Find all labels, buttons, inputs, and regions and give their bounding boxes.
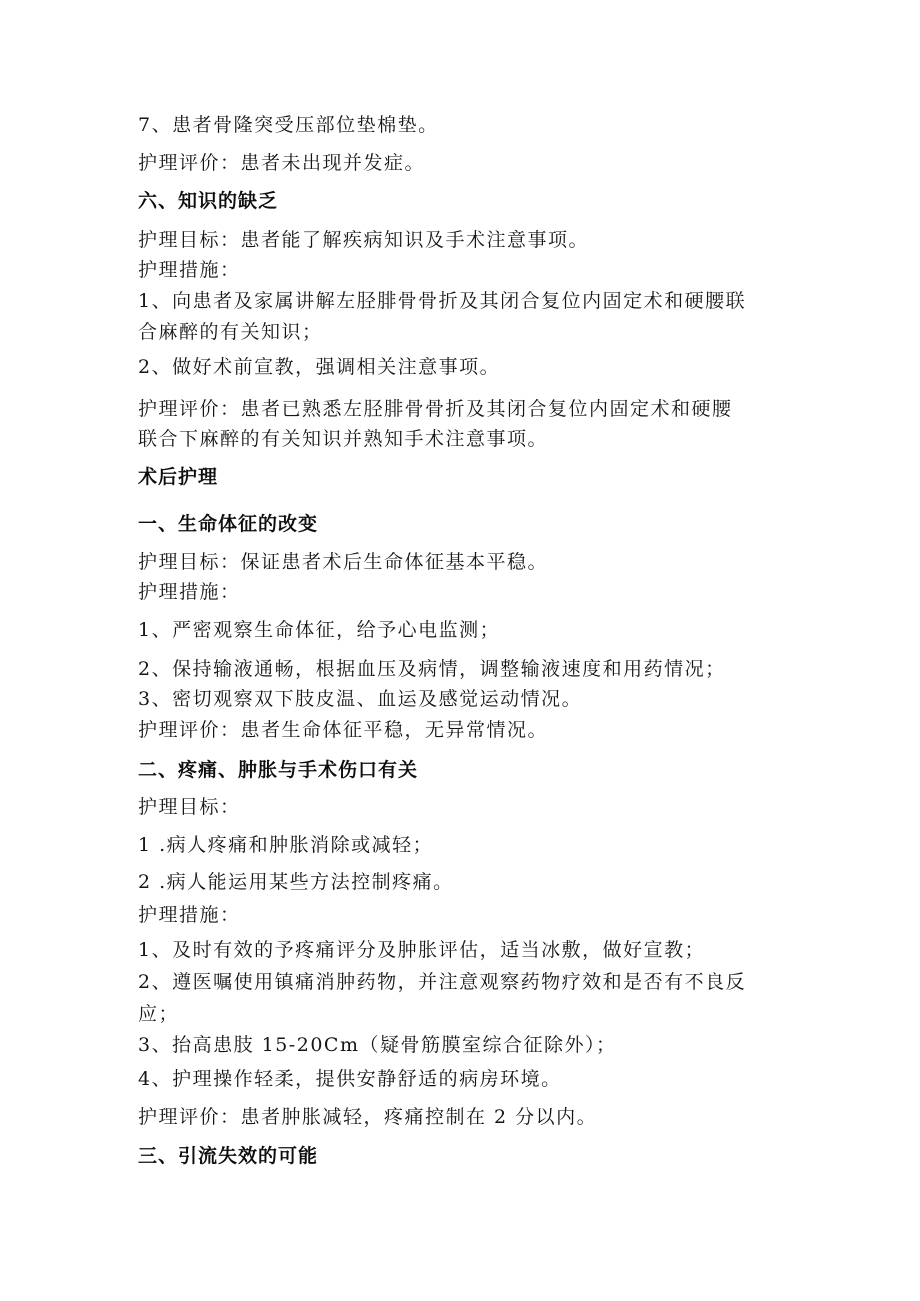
list-item: 1、及时有效的予疼痛评分及肿胀评估，适当冰敷，做好宣教；: [138, 939, 706, 961]
nursing-measures-label: 护理措施：: [138, 581, 241, 603]
list-item: 3、抬高患肢 15-20Cm（疑骨筋膜室综合征除外）；: [138, 1034, 617, 1056]
section-heading: 三、引流失效的可能: [138, 1145, 319, 1167]
list-item-continuation: 应；: [138, 1003, 180, 1025]
nursing-goal: 护理目标：保证患者术后生命体征基本平稳。: [138, 551, 549, 573]
nursing-evaluation-continuation: 联合下麻醉的有关知识并熟知手术注意事项。: [138, 428, 549, 450]
nursing-evaluation: 护理评价：患者肿胀减轻，疼痛控制在 2 分以内。: [138, 1106, 598, 1128]
nursing-goal-label: 护理目标：: [138, 796, 241, 818]
nursing-evaluation: 护理评价：患者未出现并发症。: [138, 152, 426, 174]
nursing-measures-label: 护理措施：: [138, 259, 241, 281]
list-item: 7、患者骨隆突受压部位垫棉垫。: [138, 114, 439, 136]
list-item: 2、保持输液通畅，根据血压及病情，调整输液速度和用药情况；: [138, 658, 726, 680]
nursing-evaluation: 护理评价：患者已熟悉左胫腓骨骨折及其闭合复位内固定术和硬腰: [138, 398, 733, 420]
list-item-continuation: 合麻醉的有关知识；: [138, 321, 323, 343]
section-heading: 一、生命体征的改变: [138, 513, 319, 535]
nursing-measures-label: 护理措施：: [138, 904, 241, 926]
nursing-goal: 护理目标：患者能了解疾病知识及手术注意事项。: [138, 229, 590, 251]
section-heading: 六、知识的缺乏: [138, 190, 279, 212]
list-item: 1、向患者及家属讲解左胫腓骨骨折及其闭合复位内固定术和硬腰联: [138, 290, 747, 312]
goal-item: 2 .病人能运用某些方法控制疼痛。: [138, 871, 454, 893]
list-item: 4、护理操作轻柔，提供安静舒适的病房环境。: [138, 1068, 562, 1090]
list-item: 2、遵医嘱使用镇痛消肿药物，并注意观察药物疗效和是否有不良反: [138, 971, 747, 993]
nursing-evaluation: 护理评价：患者生命体征平稳，无异常情况。: [138, 719, 549, 741]
chapter-heading: 术后护理: [138, 466, 219, 488]
goal-item: 1 .病人疼痛和肿胀消除或减轻；: [138, 834, 434, 856]
list-item: 3、密切观察双下肢皮温、血运及感觉运动情况。: [138, 688, 583, 710]
section-heading: 二、疼痛、肿胀与手术伤口有关: [138, 759, 419, 781]
list-item: 1、严密观察生命体征，给予心电监测；: [138, 619, 501, 641]
list-item: 2、做好术前宣教，强调相关注意事项。: [138, 356, 501, 378]
